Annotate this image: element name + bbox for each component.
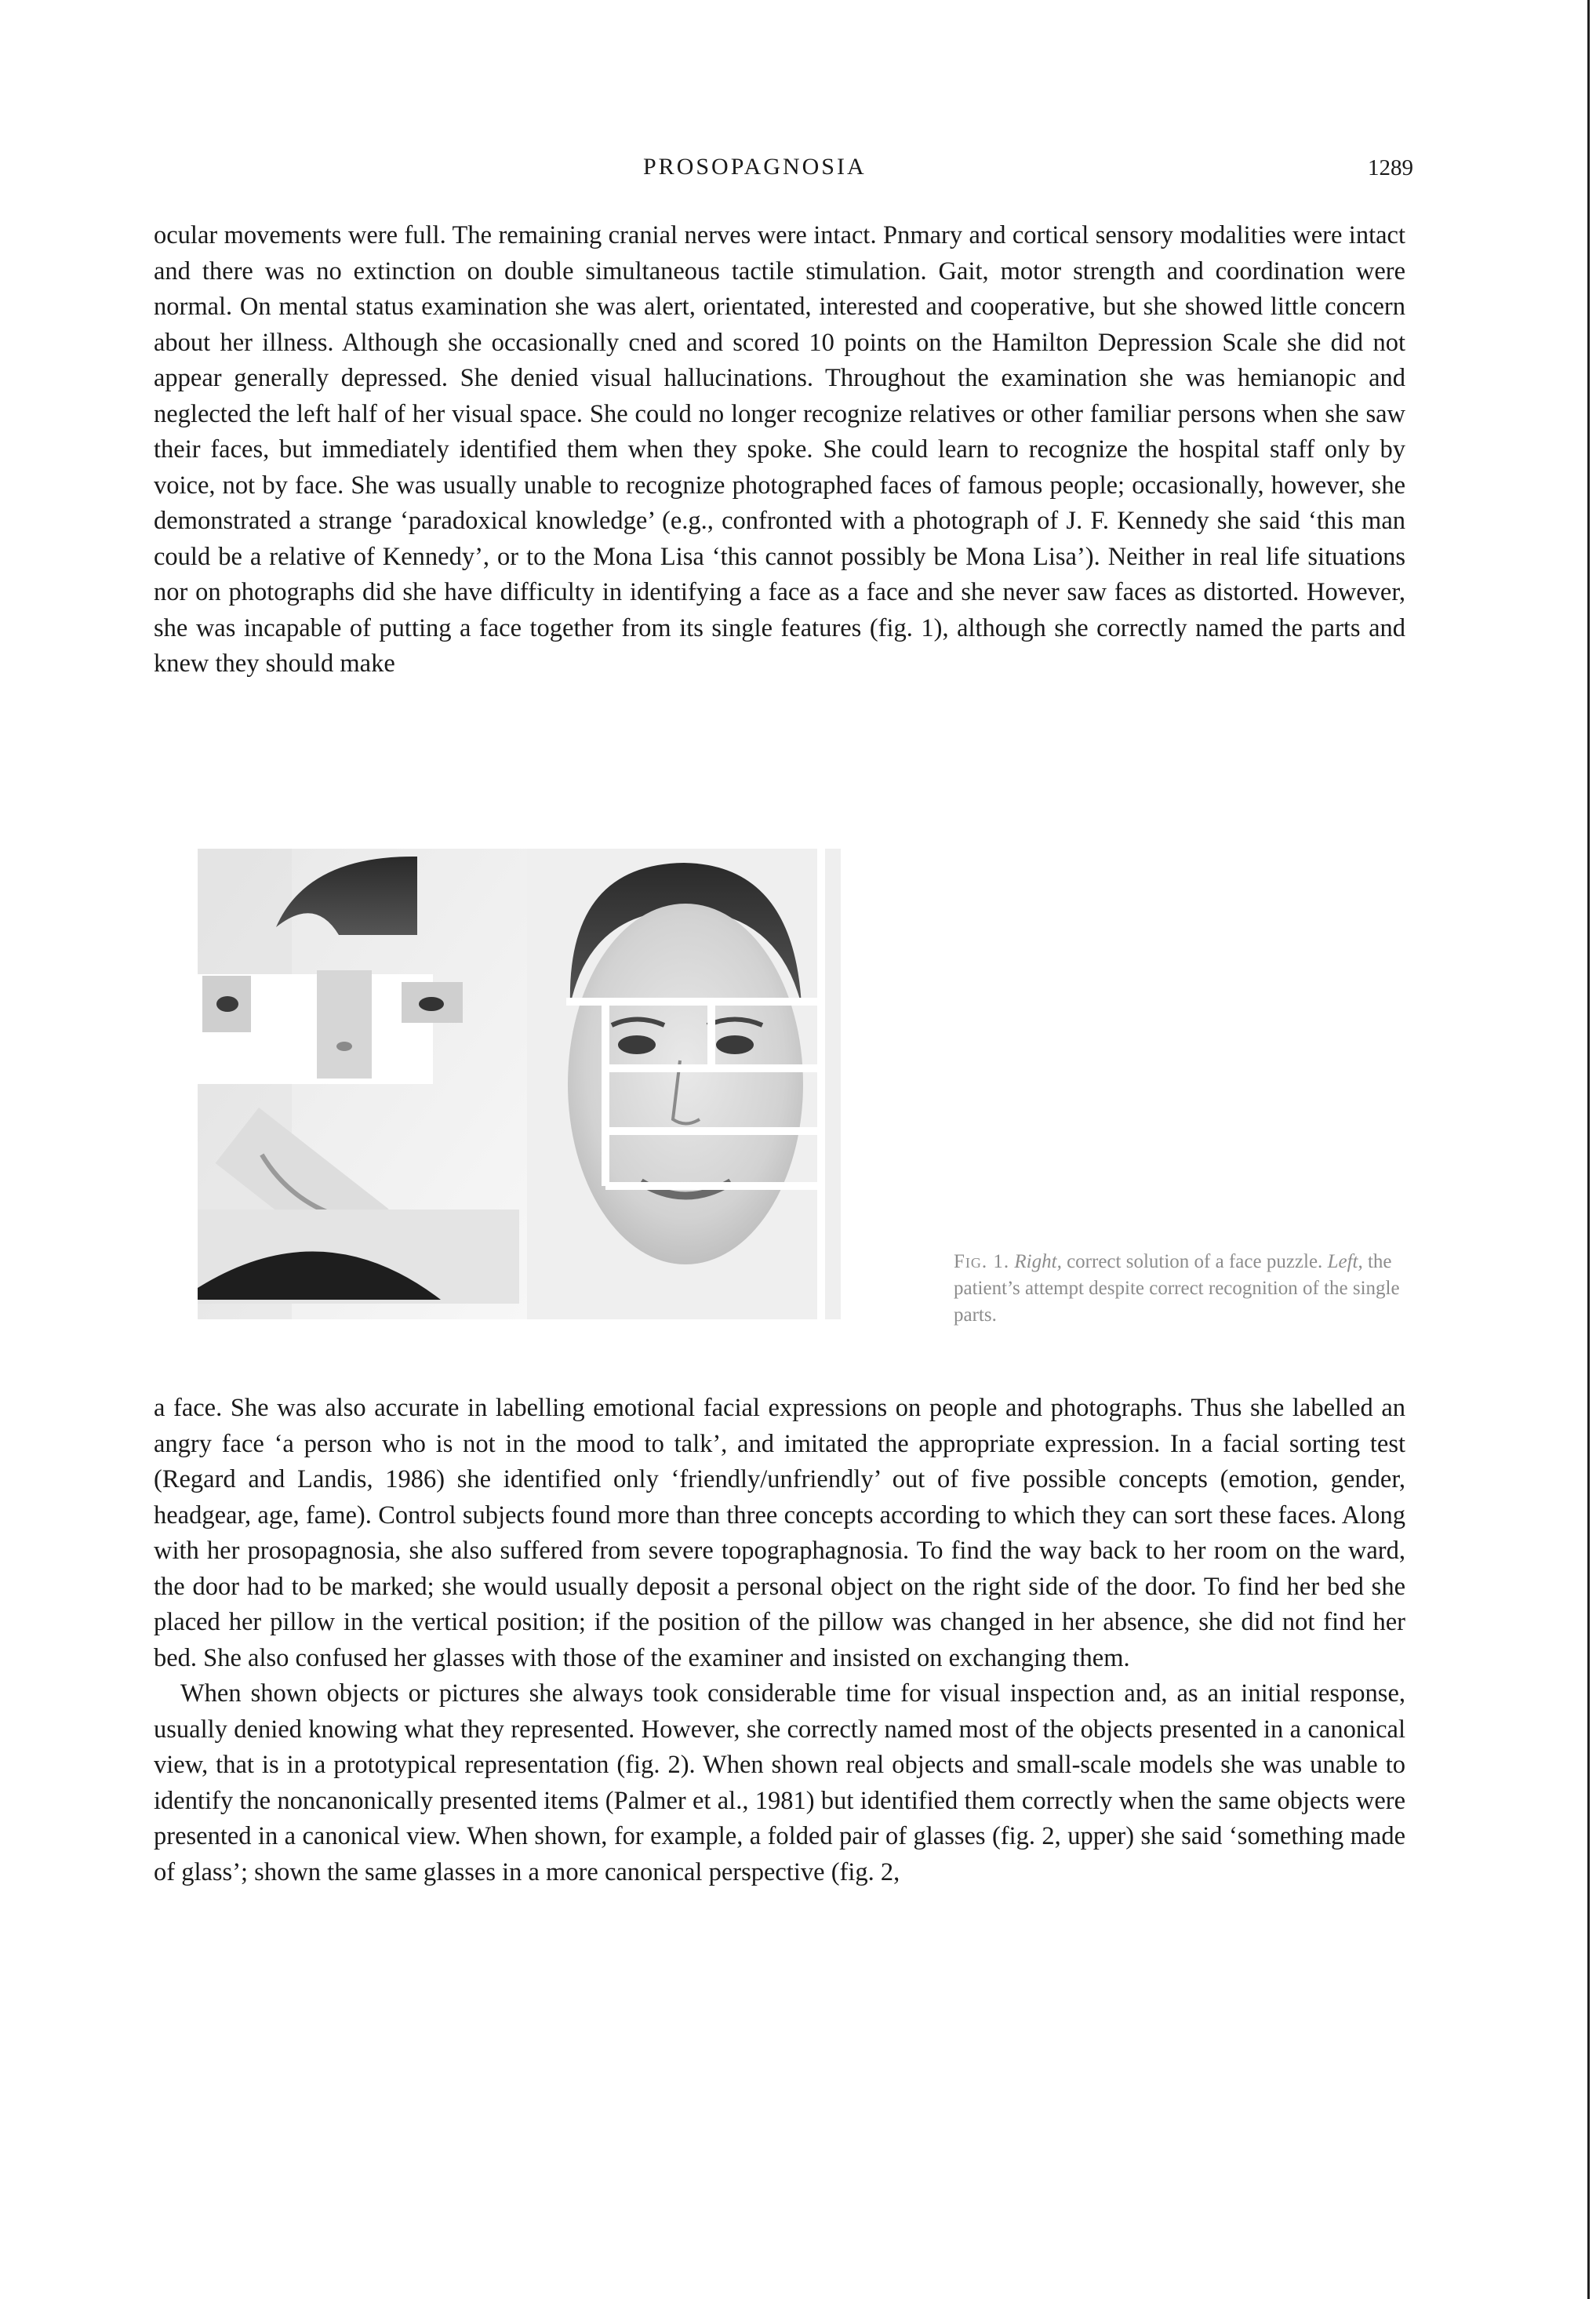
page-number: 1289	[1368, 155, 1413, 180]
face-eye-left	[618, 1035, 656, 1054]
paragraph: ocular movements were full. The remaining cranial nerves were intact. Pnmary and cortical sensory modalities were intact and there was no extinction on double simultaneous tactile stimulation. Gait, motor strength and coordination were normal. On mental status examination she was alert, orientated, interested and cooperative, but she showed little concern about her illness. Although she occasionally cned and scored 10 points on the Hamilton Depression Scale she did not appear generally depressed. She denied visual hallucinations. Throughout the examination she was hemianopic and neglected the left half of her visual space. She could no longer recognize relatives or other familiar persons when she saw their faces, but immediately identified them when they spoke. She could learn to recognize the hospital staff only by voice, not by face. She was usually unable to recognize photographed faces of famous people; occasionally, however, she demonstrated a strange ‘paradoxical knowledge’ (e.g., confronted with a photograph of J. F. Kennedy she said ‘this man could be a relative of Kennedy’, or to the Mona Lisa ‘this cannot possibly be Mona Lisa’). Neither in real life situations nor on photographs did she have difficulty in identifying a face as a face and she never saw faces as distorted. However, she was incapable of putting a face together from its single features (fig. 1), although she correctly named the parts and knew they should make	[154, 221, 1405, 678]
caption-left-label: Left,	[1327, 1251, 1363, 1272]
caption-text: the patient’s attempt despite correct recognition of the single parts.	[954, 1251, 1400, 1326]
face-eye-right	[716, 1035, 754, 1054]
body-text-bottom	[154, 1391, 1405, 1890]
correct-solution-panel	[527, 849, 841, 1319]
patient-attempt-panel	[198, 849, 527, 1319]
body-text-top	[154, 218, 1405, 682]
nose-fragment	[317, 970, 372, 1079]
running-title: PROSOPAGNOSIA	[643, 154, 867, 180]
caption-right-label: Right,	[1014, 1251, 1062, 1272]
paragraph: When shown objects or pictures she always took considerable time for visual inspection and, as an initial response, usually denied knowing what they represented. However, she correctly named most of the objects presented in a canonical view, that is in a prototypical representation (fig. 2). When shown real objects and small-scale models she was unable to identify the noncanonically presented items (Palmer et al., 1981) but identified them correctly when the same objects were presented in a canonical view. When shown, for example, a folded pair of glasses (fig. 2, upper) she said ‘something made of glass’; shown the same glasses in a more canonical perspective (fig. 2,	[154, 1679, 1405, 1886]
caption-text: correct solution of a face puzzle.	[1067, 1251, 1323, 1272]
paragraph: a face. She was also accurate in labelling emotional facial expressions on people and photographs. Thus she labelled an angry face ‘a person who is not in the mood to talk’, and imitated the appropriate expression. In a facial sorting test (Regard and Landis, 1986) she identified only ‘friendly/unfriendly’ out of five possible concepts (emotion, gender, headgear, age, fame). Control subjects found more than three concepts according to which they can sort these faces. Along with her prosopagnosia, she also suffered from severe topographagnosia. To find the way back to her room on the ward, the door had to be marked; she would usually deposit a personal object on the right side of the door. To find her bed she placed her pillow in the vertical position; if the position of the pillow was changed in her absence, she did not find her bed. She also confused her glasses with those of the examiner and insisted on exchanging them.	[154, 1394, 1405, 1672]
caption-label: Fig. 1.	[954, 1251, 1010, 1272]
page-edge-rule	[1587, 0, 1590, 2299]
figure-caption	[954, 1249, 1409, 1329]
